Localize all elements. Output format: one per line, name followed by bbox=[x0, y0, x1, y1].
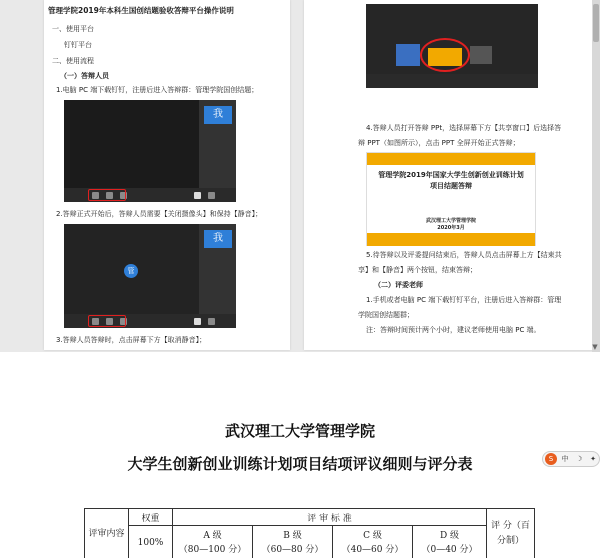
section-heading: 一、使用平台 bbox=[52, 25, 94, 33]
scrollbar-thumb[interactable] bbox=[593, 4, 599, 42]
paragraph: 3.答辩人员答辩时，点击屏幕下方【取消静音】； bbox=[56, 336, 207, 344]
window-thumbnail bbox=[470, 46, 492, 64]
poster-title: 管理学院2019年国家大学生创新创业训练计划 bbox=[378, 171, 524, 179]
paragraph: 2.答辩正式开始后，答辩人员需要【关闭摄像头】和保持【静音】； bbox=[56, 210, 263, 218]
end-call-icon bbox=[194, 192, 201, 199]
settings-icon[interactable]: ✦ bbox=[590, 455, 596, 463]
table-header-weight: 权重 bbox=[129, 509, 173, 526]
grade-range: （40—60 分） bbox=[341, 544, 404, 555]
paragraph: 学院国创结题群； bbox=[358, 311, 414, 319]
meeting-toolbar bbox=[366, 74, 538, 88]
window-thumbnail bbox=[396, 44, 420, 66]
vertical-scrollbar[interactable] bbox=[592, 0, 600, 352]
logo-icon[interactable]: S bbox=[545, 453, 557, 465]
document-page-right bbox=[304, 0, 600, 350]
paragraph: 4.答辩人员打开答辩 PPt，选择屏幕下方【共享窗口】后选择答 bbox=[366, 124, 562, 132]
grade-cell bbox=[253, 526, 333, 558]
poster-date: 2020年3月 bbox=[437, 225, 465, 231]
document-subtitle: 大学生创新创业训练计划项目结项评议细则与评分表 bbox=[127, 455, 473, 473]
highlight-oval bbox=[420, 38, 470, 72]
moon-icon[interactable]: ☽ bbox=[575, 455, 583, 463]
grade-cell bbox=[173, 526, 253, 558]
grade-name: B 级 bbox=[283, 530, 302, 541]
scoring-table bbox=[84, 508, 535, 558]
meeting-screenshot bbox=[64, 100, 236, 202]
paragraph: 辩 PPT（如图所示），点击 PPT 全屏开始正式答辩； bbox=[358, 139, 520, 147]
table-header-standard: 评 审 标 准 bbox=[173, 509, 487, 526]
meeting-screenshot bbox=[366, 4, 538, 88]
paragraph: 钉钉平台 bbox=[64, 41, 92, 49]
grade-name: C 级 bbox=[363, 530, 382, 541]
grade-range: （80—100 分） bbox=[178, 544, 247, 555]
paragraph: 享】和【静音】两个按钮，结束答辩； bbox=[358, 266, 477, 274]
grade-name: A 级 bbox=[203, 530, 222, 541]
sub-heading: （二）评委老师 bbox=[374, 281, 423, 289]
paragraph: 5.待答辩以及评委提问结束后，答辩人员点击屏幕上方【结束共 bbox=[366, 251, 562, 259]
section-heading: 二、使用流程 bbox=[52, 57, 94, 65]
meeting-screenshot bbox=[64, 224, 236, 328]
settings-icon bbox=[208, 192, 215, 199]
grade-name: D 级 bbox=[439, 530, 460, 541]
language-toggle-button[interactable]: 中 bbox=[561, 455, 569, 463]
self-video-tile: 我 bbox=[204, 230, 232, 248]
paragraph: 注：答辩时间预计两个小时，建议老师使用电脑 PC 端。 bbox=[366, 326, 541, 334]
highlight-box bbox=[88, 315, 126, 327]
ppt-cover-image bbox=[366, 152, 536, 246]
document-title: 武汉理工大学管理学院 bbox=[224, 422, 375, 440]
end-call-icon bbox=[194, 318, 201, 325]
floating-toolbar bbox=[542, 451, 600, 467]
table-header-score: 评 分（百分制） bbox=[487, 509, 535, 558]
page-title: 管理学院2019年本科生国创结题验收答辩平台操作说明 bbox=[48, 6, 234, 15]
scroll-down-icon[interactable]: ▼ bbox=[592, 343, 598, 351]
poster-band-bottom bbox=[367, 233, 535, 246]
grade-range: （60—80 分） bbox=[261, 544, 324, 555]
poster-band-top bbox=[367, 153, 535, 165]
paragraph: 1.手机或者电脑 PC 端下载钉钉平台，注册后进入答辩群：管理 bbox=[366, 296, 562, 304]
table-header-content: 评审内容 bbox=[85, 509, 129, 558]
poster-subtitle: 项目结题答辩 bbox=[430, 182, 472, 190]
avatar: 管 bbox=[124, 264, 138, 278]
highlight-box bbox=[88, 189, 126, 201]
table-cell-weight: 100% bbox=[129, 526, 173, 558]
grade-cell bbox=[333, 526, 413, 558]
poster-footer: 武汉理工大学管理学院 bbox=[425, 218, 476, 224]
grade-range: （0—40 分） bbox=[421, 544, 478, 555]
grade-cell bbox=[413, 526, 487, 558]
self-video-tile: 我 bbox=[204, 106, 232, 124]
document-page-left bbox=[44, 0, 290, 350]
settings-icon bbox=[208, 318, 215, 325]
paragraph: 1.电脑 PC 端下载钉钉，注册后进入答辩群：管理学院国创结题； bbox=[56, 86, 259, 94]
sub-heading: （一）答辩人员 bbox=[60, 72, 109, 80]
